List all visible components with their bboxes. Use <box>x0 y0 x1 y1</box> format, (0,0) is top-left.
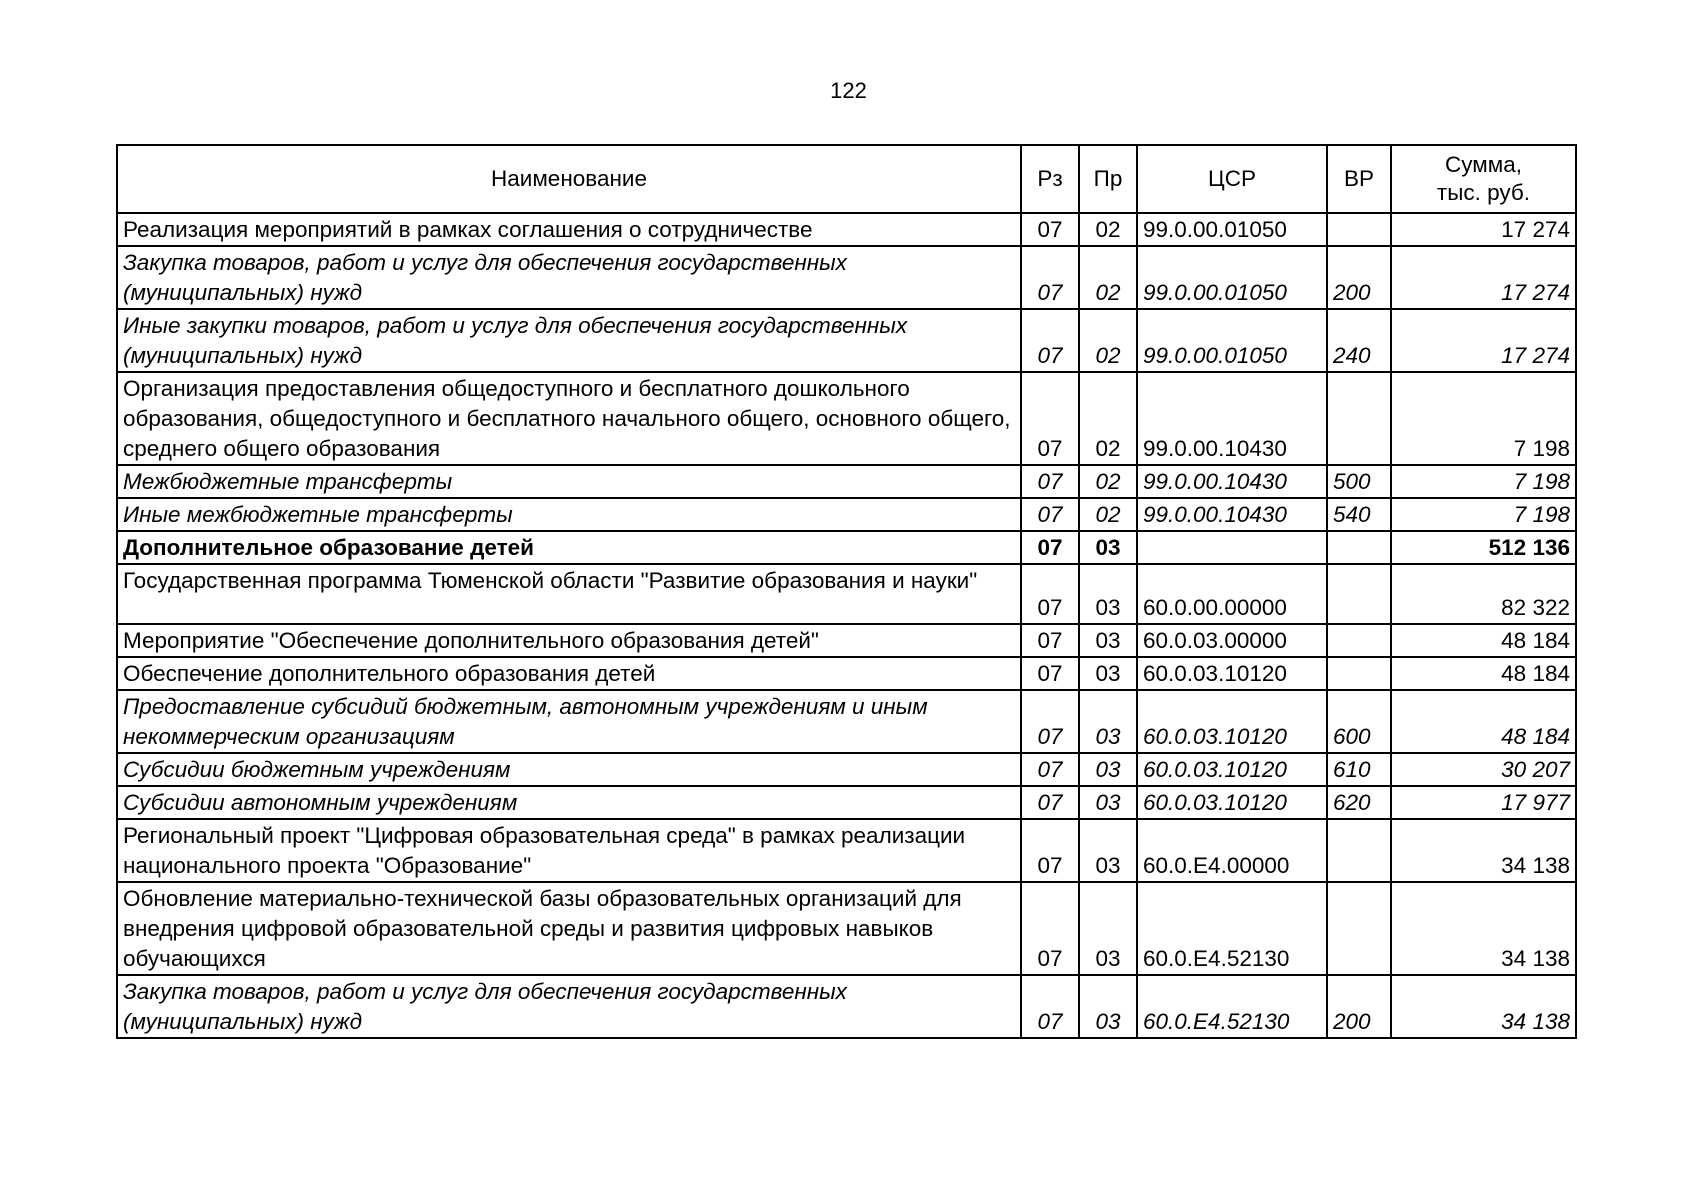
cell-vr: 620 <box>1327 786 1391 819</box>
cell-name: Межбюджетные трансферты <box>117 465 1021 498</box>
cell-rz: 07 <box>1021 690 1079 753</box>
cell-csr: 60.0.03.10120 <box>1137 786 1327 819</box>
cell-pr: 03 <box>1079 690 1137 753</box>
cell-rz: 07 <box>1021 819 1079 882</box>
cell-csr: 99.0.00.01050 <box>1137 246 1327 309</box>
cell-name: Реализация мероприятий в рамках соглашения о сотрудничестве <box>117 213 1021 246</box>
cell-rz: 07 <box>1021 657 1079 690</box>
cell-csr: 60.0.E4.52130 <box>1137 882 1327 975</box>
header-pr: Пр <box>1079 145 1137 213</box>
cell-pr: 02 <box>1079 309 1137 372</box>
table-row <box>117 213 1576 246</box>
cell-rz: 07 <box>1021 882 1079 975</box>
cell-name: Организация предоставления общедоступного и бесплатного дошкольного образования, общедоступного и бесплатного начального общего, основного общего, среднего общего образования <box>117 372 1021 465</box>
cell-name: Закупка товаров, работ и услуг для обеспечения государственных (муниципальных) нужд <box>117 975 1021 1038</box>
cell-pr: 03 <box>1079 786 1137 819</box>
cell-pr: 03 <box>1079 624 1137 657</box>
cell-sum: 48 184 <box>1391 657 1576 690</box>
cell-rz: 07 <box>1021 531 1079 564</box>
cell-rz: 07 <box>1021 786 1079 819</box>
cell-sum: 34 138 <box>1391 819 1576 882</box>
cell-sum: 48 184 <box>1391 624 1576 657</box>
cell-name: Субсидии бюджетным учреждениям <box>117 753 1021 786</box>
table-row <box>117 657 1576 690</box>
cell-rz: 07 <box>1021 372 1079 465</box>
cell-pr: 03 <box>1079 819 1137 882</box>
cell-rz: 07 <box>1021 309 1079 372</box>
table-row <box>117 531 1576 564</box>
cell-pr: 03 <box>1079 753 1137 786</box>
cell-vr: 540 <box>1327 498 1391 531</box>
cell-vr <box>1327 372 1391 465</box>
cell-sum: 30 207 <box>1391 753 1576 786</box>
cell-vr: 200 <box>1327 246 1391 309</box>
cell-csr: 99.0.00.10430 <box>1137 498 1327 531</box>
cell-rz: 07 <box>1021 564 1079 624</box>
header-vr: ВР <box>1327 145 1391 213</box>
cell-sum: 34 138 <box>1391 975 1576 1038</box>
cell-pr: 02 <box>1079 372 1137 465</box>
cell-csr: 99.0.00.10430 <box>1137 372 1327 465</box>
table-row <box>117 624 1576 657</box>
cell-csr: 60.0.00.00000 <box>1137 564 1327 624</box>
cell-name: Мероприятие "Обеспечение дополнительного образования детей" <box>117 624 1021 657</box>
cell-sum: 17 977 <box>1391 786 1576 819</box>
table-row <box>117 753 1576 786</box>
cell-pr: 02 <box>1079 213 1137 246</box>
cell-csr <box>1137 531 1327 564</box>
table-row <box>117 882 1576 975</box>
cell-vr <box>1327 624 1391 657</box>
cell-csr: 60.0.E4.52130 <box>1137 975 1327 1038</box>
table-row <box>117 819 1576 882</box>
cell-vr: 500 <box>1327 465 1391 498</box>
table-row <box>117 465 1576 498</box>
table-row <box>117 564 1576 624</box>
cell-vr: 200 <box>1327 975 1391 1038</box>
cell-rz: 07 <box>1021 246 1079 309</box>
cell-name: Региональный проект "Цифровая образовательная среда" в рамках реализации национального проекта "Образование" <box>117 819 1021 882</box>
cell-name: Государственная программа Тюменской области "Развитие образования и науки" <box>117 564 1021 624</box>
cell-csr: 60.0.03.10120 <box>1137 690 1327 753</box>
table-row <box>117 786 1576 819</box>
cell-vr <box>1327 882 1391 975</box>
page-number: 122 <box>830 78 867 103</box>
cell-vr <box>1327 531 1391 564</box>
cell-sum: 34 138 <box>1391 882 1576 975</box>
cell-csr: 60.0.03.10120 <box>1137 753 1327 786</box>
cell-name: Закупка товаров, работ и услуг для обеспечения государственных (муниципальных) нужд <box>117 246 1021 309</box>
cell-pr: 03 <box>1079 564 1137 624</box>
cell-name: Дополнительное образование детей <box>117 531 1021 564</box>
cell-rz: 07 <box>1021 975 1079 1038</box>
table-row <box>117 975 1576 1038</box>
cell-sum: 7 198 <box>1391 498 1576 531</box>
cell-rz: 07 <box>1021 498 1079 531</box>
cell-csr: 99.0.00.10430 <box>1137 465 1327 498</box>
cell-csr: 99.0.00.01050 <box>1137 213 1327 246</box>
budget-table <box>116 144 1577 1039</box>
cell-name: Предоставление субсидий бюджетным, автономным учреждениям и иным некоммерческим организациям <box>117 690 1021 753</box>
cell-name: Обновление материально-технической базы образовательных организаций для внедрения цифровой образовательной среды и развития цифровых навыков обучающихся <box>117 882 1021 975</box>
header-csr: ЦСР <box>1137 145 1327 213</box>
cell-sum: 82 322 <box>1391 564 1576 624</box>
cell-pr: 02 <box>1079 246 1137 309</box>
cell-pr: 03 <box>1079 531 1137 564</box>
cell-sum: 17 274 <box>1391 246 1576 309</box>
cell-pr: 03 <box>1079 882 1137 975</box>
cell-pr: 02 <box>1079 498 1137 531</box>
cell-rz: 07 <box>1021 213 1079 246</box>
table-row <box>117 498 1576 531</box>
cell-rz: 07 <box>1021 624 1079 657</box>
cell-vr <box>1327 213 1391 246</box>
cell-vr: 240 <box>1327 309 1391 372</box>
header-name: Наименование <box>117 145 1021 213</box>
table-row <box>117 309 1576 372</box>
cell-sum: 7 198 <box>1391 372 1576 465</box>
cell-csr: 60.0.03.00000 <box>1137 624 1327 657</box>
cell-name: Иные закупки товаров, работ и услуг для обеспечения государственных (муниципальных) нужд <box>117 309 1021 372</box>
table-row <box>117 690 1576 753</box>
cell-vr <box>1327 819 1391 882</box>
cell-name: Иные межбюджетные трансферты <box>117 498 1021 531</box>
cell-pr: 03 <box>1079 657 1137 690</box>
cell-vr: 610 <box>1327 753 1391 786</box>
cell-sum: 17 274 <box>1391 309 1576 372</box>
cell-sum: 7 198 <box>1391 465 1576 498</box>
header-sum: Сумма, тыс. руб. <box>1391 145 1576 213</box>
cell-pr: 02 <box>1079 465 1137 498</box>
cell-sum: 512 136 <box>1391 531 1576 564</box>
cell-vr <box>1327 564 1391 624</box>
table-header-row <box>117 145 1576 213</box>
cell-name: Субсидии автономным учреждениям <box>117 786 1021 819</box>
cell-csr: 60.0.E4.00000 <box>1137 819 1327 882</box>
cell-vr <box>1327 657 1391 690</box>
cell-csr: 99.0.00.01050 <box>1137 309 1327 372</box>
cell-csr: 60.0.03.10120 <box>1137 657 1327 690</box>
cell-sum: 48 184 <box>1391 690 1576 753</box>
table-row <box>117 372 1576 465</box>
table-row <box>117 246 1576 309</box>
cell-pr: 03 <box>1079 975 1137 1038</box>
cell-sum: 17 274 <box>1391 213 1576 246</box>
cell-rz: 07 <box>1021 753 1079 786</box>
header-rz: Рз <box>1021 145 1079 213</box>
cell-name: Обеспечение дополнительного образования детей <box>117 657 1021 690</box>
cell-vr: 600 <box>1327 690 1391 753</box>
table-body <box>117 213 1576 1038</box>
cell-rz: 07 <box>1021 465 1079 498</box>
